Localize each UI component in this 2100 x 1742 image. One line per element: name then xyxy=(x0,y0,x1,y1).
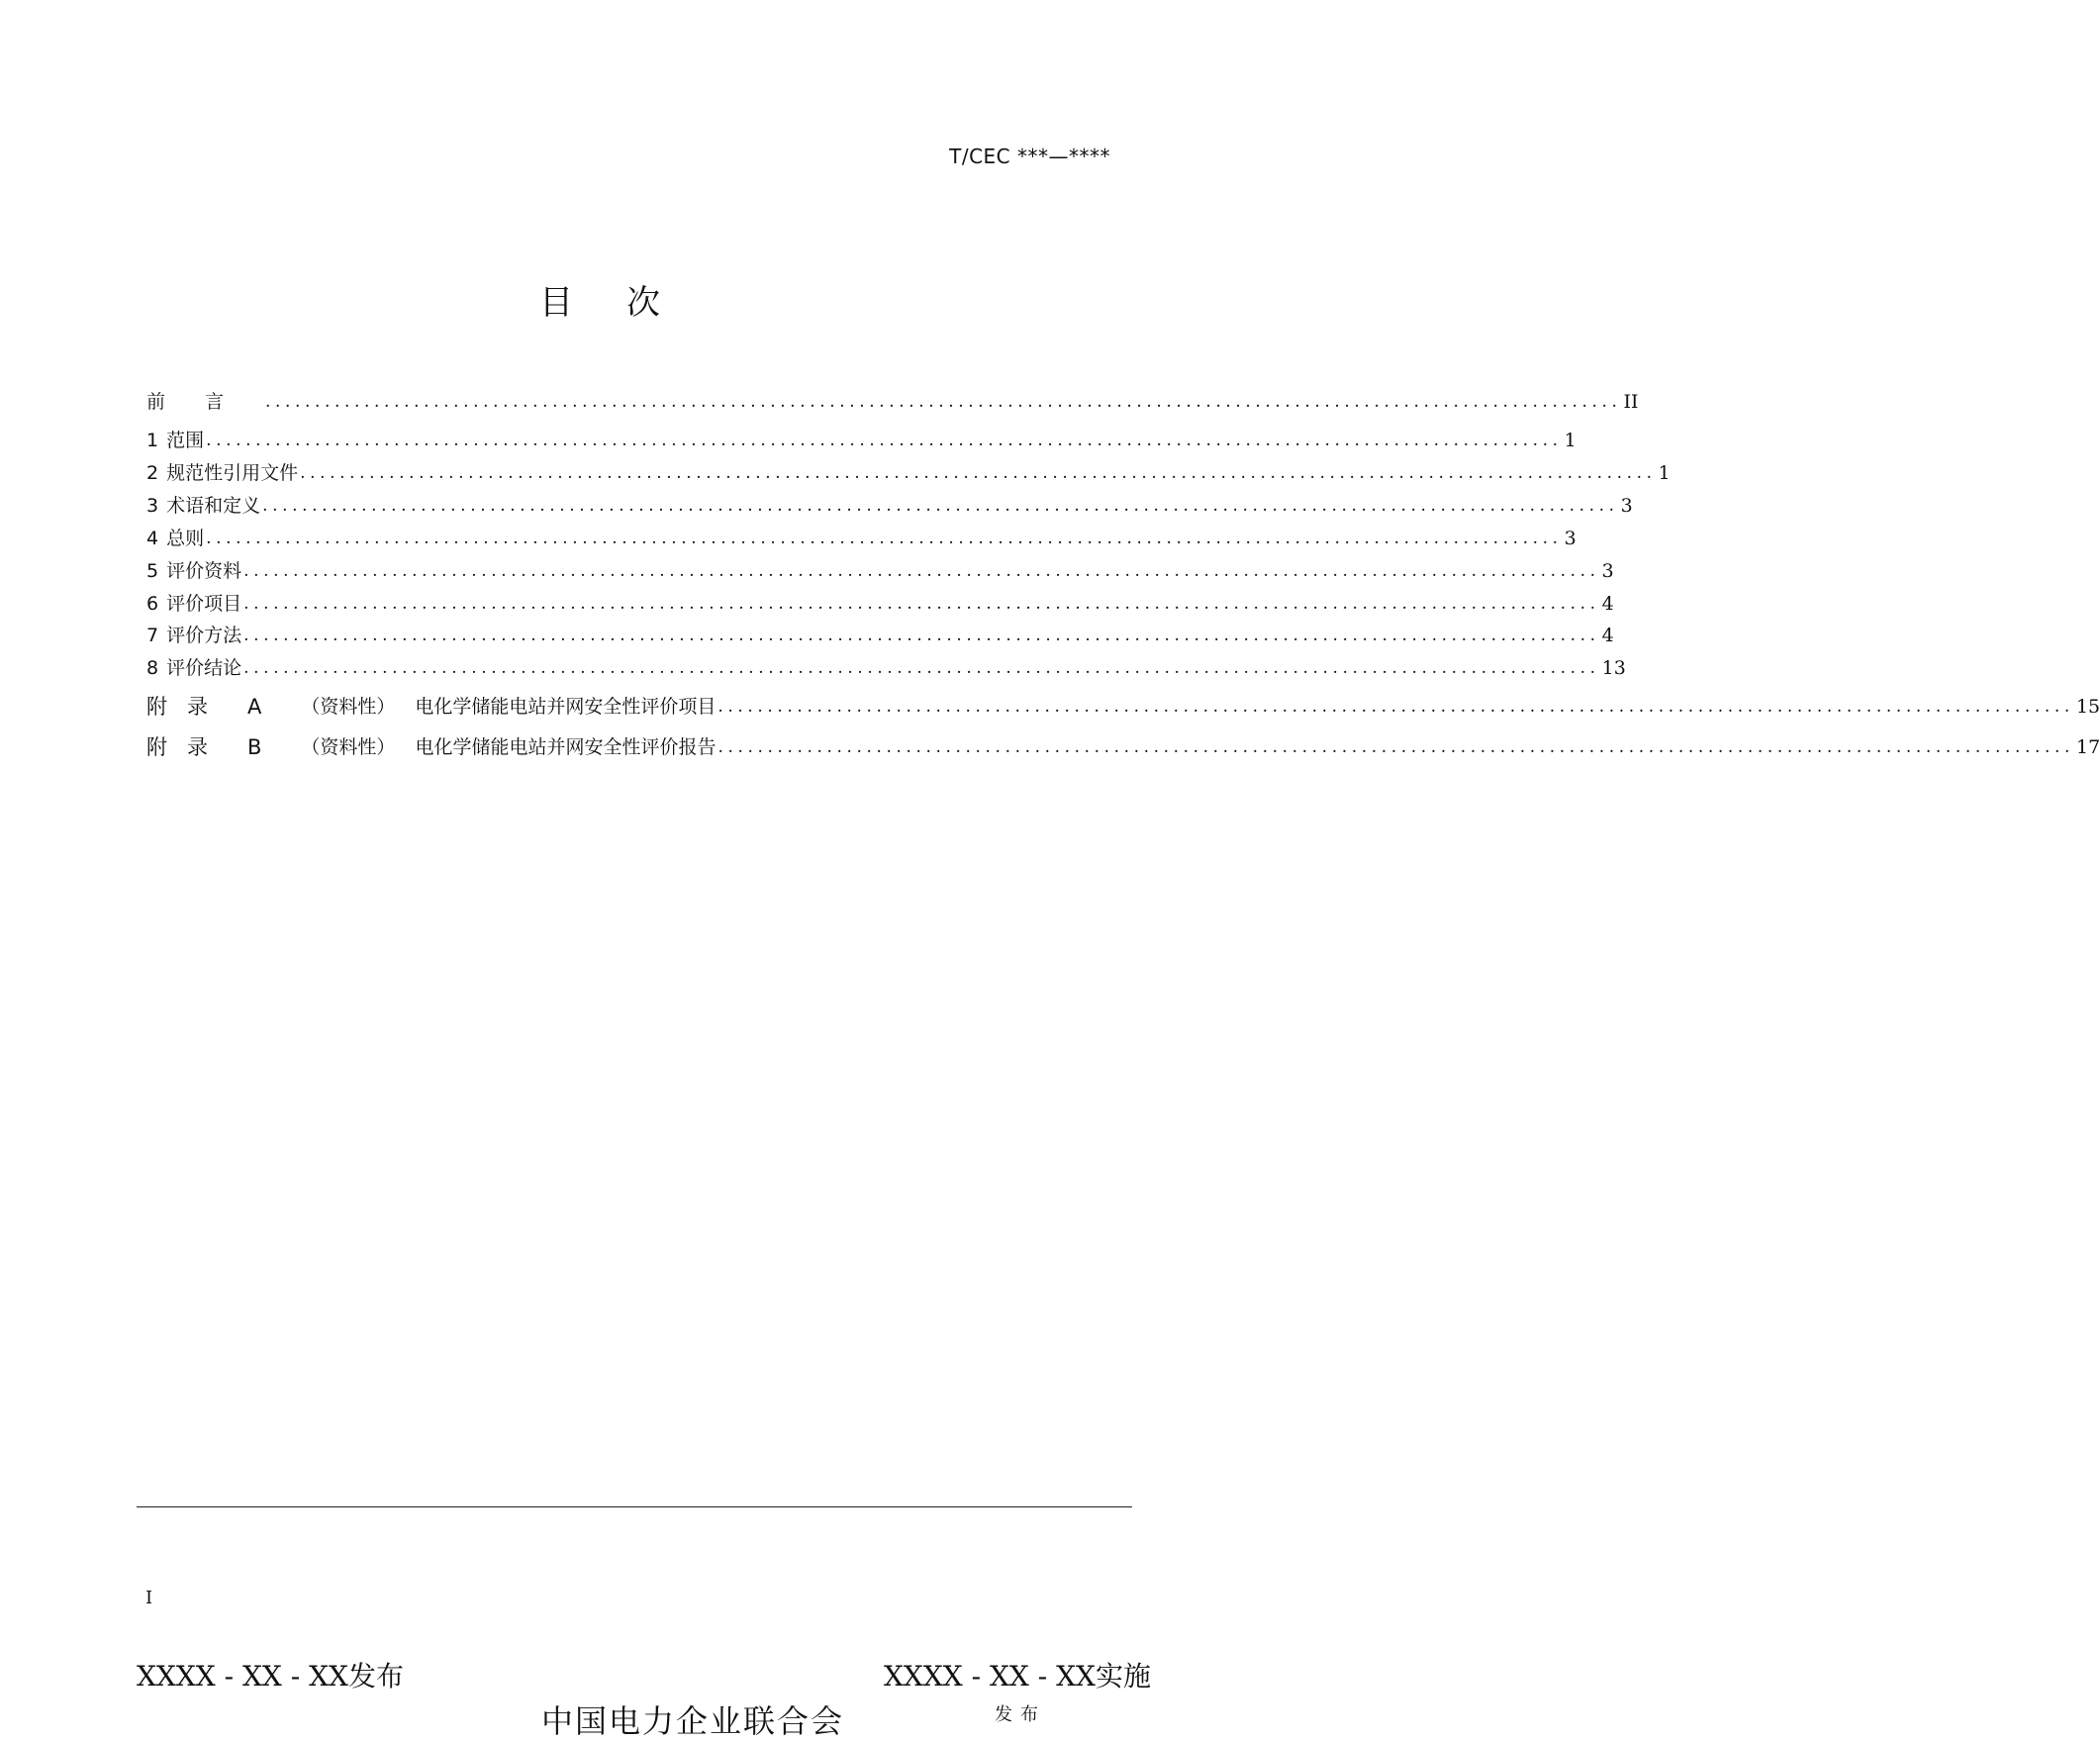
toc-entry-label: 电化学储能电站并网安全性评价报告 xyxy=(415,736,716,758)
toc-appendix-a[interactable] xyxy=(146,693,2100,721)
toc-entry-label: 评价项目 xyxy=(166,593,242,615)
implement-date: XXXX - XX - XX实施 xyxy=(884,1660,1151,1693)
toc-appendix-b[interactable] xyxy=(146,733,2100,761)
toc-entry-page: 15 xyxy=(2075,696,2100,718)
toc-entry-number: 1 xyxy=(146,430,159,451)
dot-leader: ......................................................................................................................................... xyxy=(243,594,1600,614)
toc-entry-number: 5 xyxy=(146,560,159,582)
toc-entry-2[interactable] xyxy=(146,459,1670,487)
issue-date: XXXX - XX - XX发布 xyxy=(137,1660,404,1693)
issuing-organization: 中国电力企业联合会 xyxy=(541,1702,845,1740)
dot-leader: ......................................................................................................................................... xyxy=(265,392,1622,412)
toc-entry-page: 3 xyxy=(1601,560,1614,582)
toc-entry-page: 4 xyxy=(1601,593,1614,615)
appendix-nature: （资料性） xyxy=(301,736,396,758)
toc-entry-number: 6 xyxy=(146,593,159,615)
toc-entry-label: 范围 xyxy=(166,430,205,451)
toc-entry-label: 总则 xyxy=(166,528,205,549)
appendix-letter: B xyxy=(247,735,282,759)
footer-divider xyxy=(137,1506,1132,1507)
dot-leader: ......................................................................................................................................... xyxy=(717,737,2074,757)
toc-title: 目次 xyxy=(539,283,714,323)
toc-entry-foreword[interactable] xyxy=(146,388,1639,416)
appendix-prefix: 附录 xyxy=(146,735,228,759)
toc-entry-label: 电化学储能电站并网安全性评价项目 xyxy=(415,696,716,718)
toc-entry-label: 评价结论 xyxy=(166,657,242,679)
toc-entry-page: 1 xyxy=(1564,430,1576,451)
toc-entry-label: 评价资料 xyxy=(166,560,242,582)
dot-leader: ......................................................................................................................................... xyxy=(243,626,1600,645)
appendix-letter: A xyxy=(247,695,282,719)
toc-entry-number: 2 xyxy=(146,462,159,484)
toc-entry-6[interactable] xyxy=(146,590,1614,618)
page-number: I xyxy=(145,1588,153,1608)
toc-entry-3[interactable] xyxy=(146,492,1633,520)
toc-entry-page: 1 xyxy=(1658,462,1670,484)
dot-leader: ......................................................................................................................................... xyxy=(243,561,1600,581)
toc-entry-4[interactable] xyxy=(146,525,1576,552)
toc-entry-label: 术语和定义 xyxy=(166,495,261,517)
toc-entry-page: 13 xyxy=(1601,657,1626,679)
toc-entry-number: 7 xyxy=(146,625,159,646)
toc-entry-label: 前言 xyxy=(146,391,264,413)
dot-leader: ......................................................................................................................................... xyxy=(300,463,1657,483)
toc-entry-label: 评价方法 xyxy=(166,625,242,646)
dot-leader: ......................................................................................................................................... xyxy=(717,697,2074,717)
toc-entry-number: 3 xyxy=(146,495,159,517)
appendix-prefix: 附录 xyxy=(146,695,228,719)
dot-leader: ......................................................................................................................................... xyxy=(206,529,1563,548)
toc-entry-number: 4 xyxy=(146,528,159,549)
toc-entry-page: 3 xyxy=(1564,528,1576,549)
toc-entry-page: II xyxy=(1623,391,1639,413)
toc-entry-label: 规范性引用文件 xyxy=(166,462,299,484)
appendix-nature: （资料性） xyxy=(301,696,396,718)
dot-leader: ......................................................................................................................................... xyxy=(262,496,1619,516)
toc-entry-page: 17 xyxy=(2075,736,2100,758)
toc-entry-page: 3 xyxy=(1620,495,1633,517)
dot-leader: ......................................................................................................................................... xyxy=(243,658,1600,678)
publish-label: 发布 xyxy=(995,1704,1046,1725)
dot-leader: ......................................................................................................................................... xyxy=(206,431,1563,450)
toc-entry-7[interactable] xyxy=(146,622,1614,649)
toc-entry-page: 4 xyxy=(1601,625,1614,646)
toc-entry-1[interactable] xyxy=(146,427,1576,454)
document-code: T/CEC ***—**** xyxy=(949,145,1110,168)
toc-entry-5[interactable] xyxy=(146,557,1614,585)
toc-entry-number: 8 xyxy=(146,657,159,679)
toc-entry-8[interactable] xyxy=(146,654,1626,682)
